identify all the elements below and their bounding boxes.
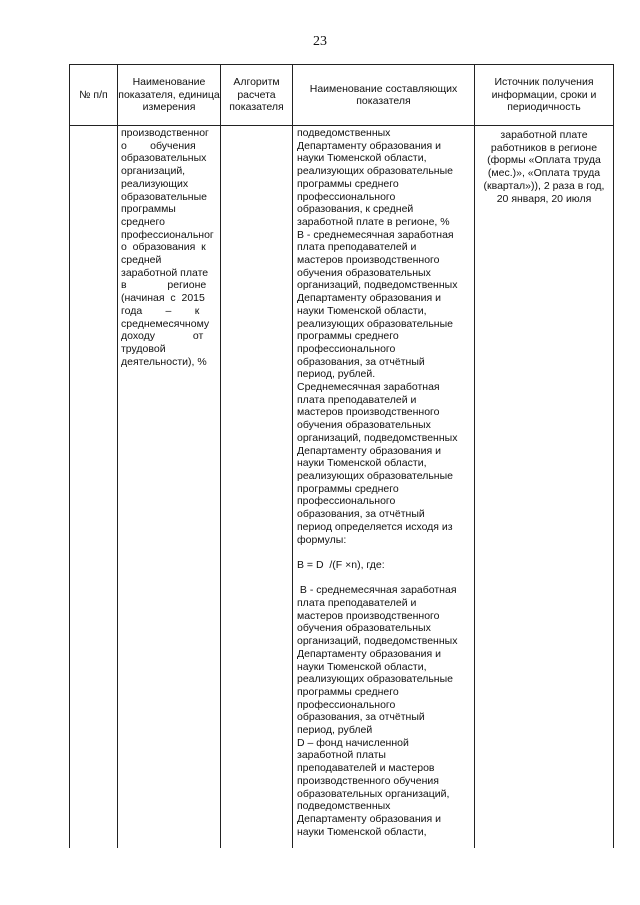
components-line: науки Тюменской области, <box>297 825 427 838</box>
components-line: образования, за отчётный <box>297 508 425 521</box>
header-components: Наименование составляющих показателя <box>309 82 458 107</box>
header-divider <box>70 125 613 126</box>
components-line <box>297 546 457 559</box>
components-line: образовательных организаций, <box>297 787 450 800</box>
components-line: обучения образовательных <box>297 266 431 279</box>
header-number: № п/п <box>79 88 108 101</box>
components-line: заработной платы <box>297 749 386 762</box>
indicator-name-line: деятельности), % <box>121 355 207 368</box>
indicator-name-cell <box>121 127 214 368</box>
col-divider-1 <box>117 65 118 848</box>
components-line: период, рублей <box>297 724 373 737</box>
indicator-name-line: образовательные <box>121 190 207 203</box>
components-line: профессионального <box>297 698 396 711</box>
indicator-name-line: образовательных <box>121 152 207 165</box>
page-number: 23 <box>313 34 327 49</box>
components-line: реализующих образовательные <box>297 165 453 178</box>
components-line: подведомственных <box>297 800 391 813</box>
components-line: плата преподавателей и <box>297 393 417 406</box>
components-line: Департаменту образования и <box>297 444 441 457</box>
components-line: заработной плате в регионе, % <box>297 215 450 228</box>
source-cell: заработной плате работников в регионе (формы «Оплата труда (мес.)», «Оплата труда (квартал»)), 2 раза в год, 20 января, 20 июля <box>483 129 605 205</box>
components-cell <box>297 127 457 838</box>
col-divider-2 <box>220 65 221 848</box>
components-line: науки Тюменской области, <box>297 304 427 317</box>
components-line: период определяется исходя из <box>297 520 453 533</box>
components-line: организаций, подведомственных <box>297 431 458 444</box>
components-line: мастеров производственного <box>297 254 440 267</box>
components-line: Департаменту образования и <box>297 812 441 825</box>
indicator-name-line: профессиональног <box>121 228 214 241</box>
components-line: плата преподавателей и <box>297 597 417 610</box>
indicator-name-line: производственног <box>121 127 209 139</box>
components-line: образования, за отчётный <box>297 711 425 724</box>
components-line: плата преподавателей и <box>297 241 417 254</box>
col-divider-3 <box>292 65 293 848</box>
components-line: обучения образовательных <box>297 419 431 432</box>
col-divider-4 <box>474 65 475 848</box>
indicator-name-line: среднего <box>121 215 165 228</box>
components-line: В = D /(F ×n), где: <box>297 558 385 571</box>
components-line: подведомственных <box>297 127 391 139</box>
components-line: мастеров производственного <box>297 406 440 419</box>
components-line: реализующих образовательные <box>297 469 453 482</box>
components-line <box>297 572 457 585</box>
components-line: реализующих образовательные <box>297 673 453 686</box>
components-line: мастеров производственного <box>297 609 440 622</box>
components-line: преподавателей и мастеров <box>297 762 435 775</box>
components-line: производственного обучения <box>297 774 439 787</box>
indicator-name-line: доходу от <box>121 330 204 343</box>
indicator-name-line: трудовой <box>121 342 166 355</box>
components-line: образования, к средней <box>297 203 414 216</box>
components-line: период, рублей. <box>297 368 376 381</box>
components-line: организаций, подведомственных <box>297 635 458 648</box>
components-line: Департаменту образования и <box>297 647 441 660</box>
indicator-name-line: о образования к <box>121 241 206 254</box>
indicator-name-line: среднемесячному <box>121 317 210 330</box>
components-line: профессионального <box>297 495 396 508</box>
components-line: В - среднемесячная заработная <box>297 584 457 597</box>
indicator-name-line: (начиная с 2015 <box>121 292 205 305</box>
indicator-name-line: года – к <box>121 304 200 317</box>
components-line: науки Тюменской области, <box>297 660 427 673</box>
indicator-table <box>69 64 614 848</box>
header-algorithm: Алгоритм расчета показателя <box>229 76 284 114</box>
header-indicator-name: Наименование показателя, единица измерения <box>118 76 220 114</box>
components-line: науки Тюменской области, <box>297 457 427 470</box>
components-line: Департаменту образования и <box>297 139 441 152</box>
components-line: профессионального <box>297 190 396 203</box>
indicator-name-line: организаций, <box>121 165 186 178</box>
components-line: науки Тюменской области, <box>297 152 427 165</box>
components-line: программы среднего <box>297 482 399 495</box>
indicator-name-line: программы <box>121 203 176 216</box>
indicator-name-line: заработной плате <box>121 266 209 279</box>
components-line: формулы: <box>297 533 347 546</box>
components-line: образования, за отчётный <box>297 355 425 368</box>
components-line: профессионального <box>297 342 396 355</box>
components-line: реализующих образовательные <box>297 317 453 330</box>
components-line: В - среднемесячная заработная <box>297 228 454 241</box>
components-line: обучения образовательных <box>297 622 431 635</box>
indicator-name-line: средней <box>121 254 162 267</box>
components-line: D – фонд начисленной <box>297 736 409 749</box>
header-source: Источник получения информации, сроки и периодичность <box>491 76 597 114</box>
indicator-name-line: о обучения <box>121 139 196 152</box>
components-line: Департаменту образования и <box>297 292 441 305</box>
components-line: организаций, подведомственных <box>297 279 458 292</box>
indicator-name-line: в регионе <box>121 279 207 292</box>
components-line: Среднемесячная заработная <box>297 381 440 394</box>
components-line: программы среднего <box>297 177 399 190</box>
indicator-name-line: реализующих <box>121 177 189 190</box>
components-line: программы среднего <box>297 330 399 343</box>
components-line: программы среднего <box>297 685 399 698</box>
